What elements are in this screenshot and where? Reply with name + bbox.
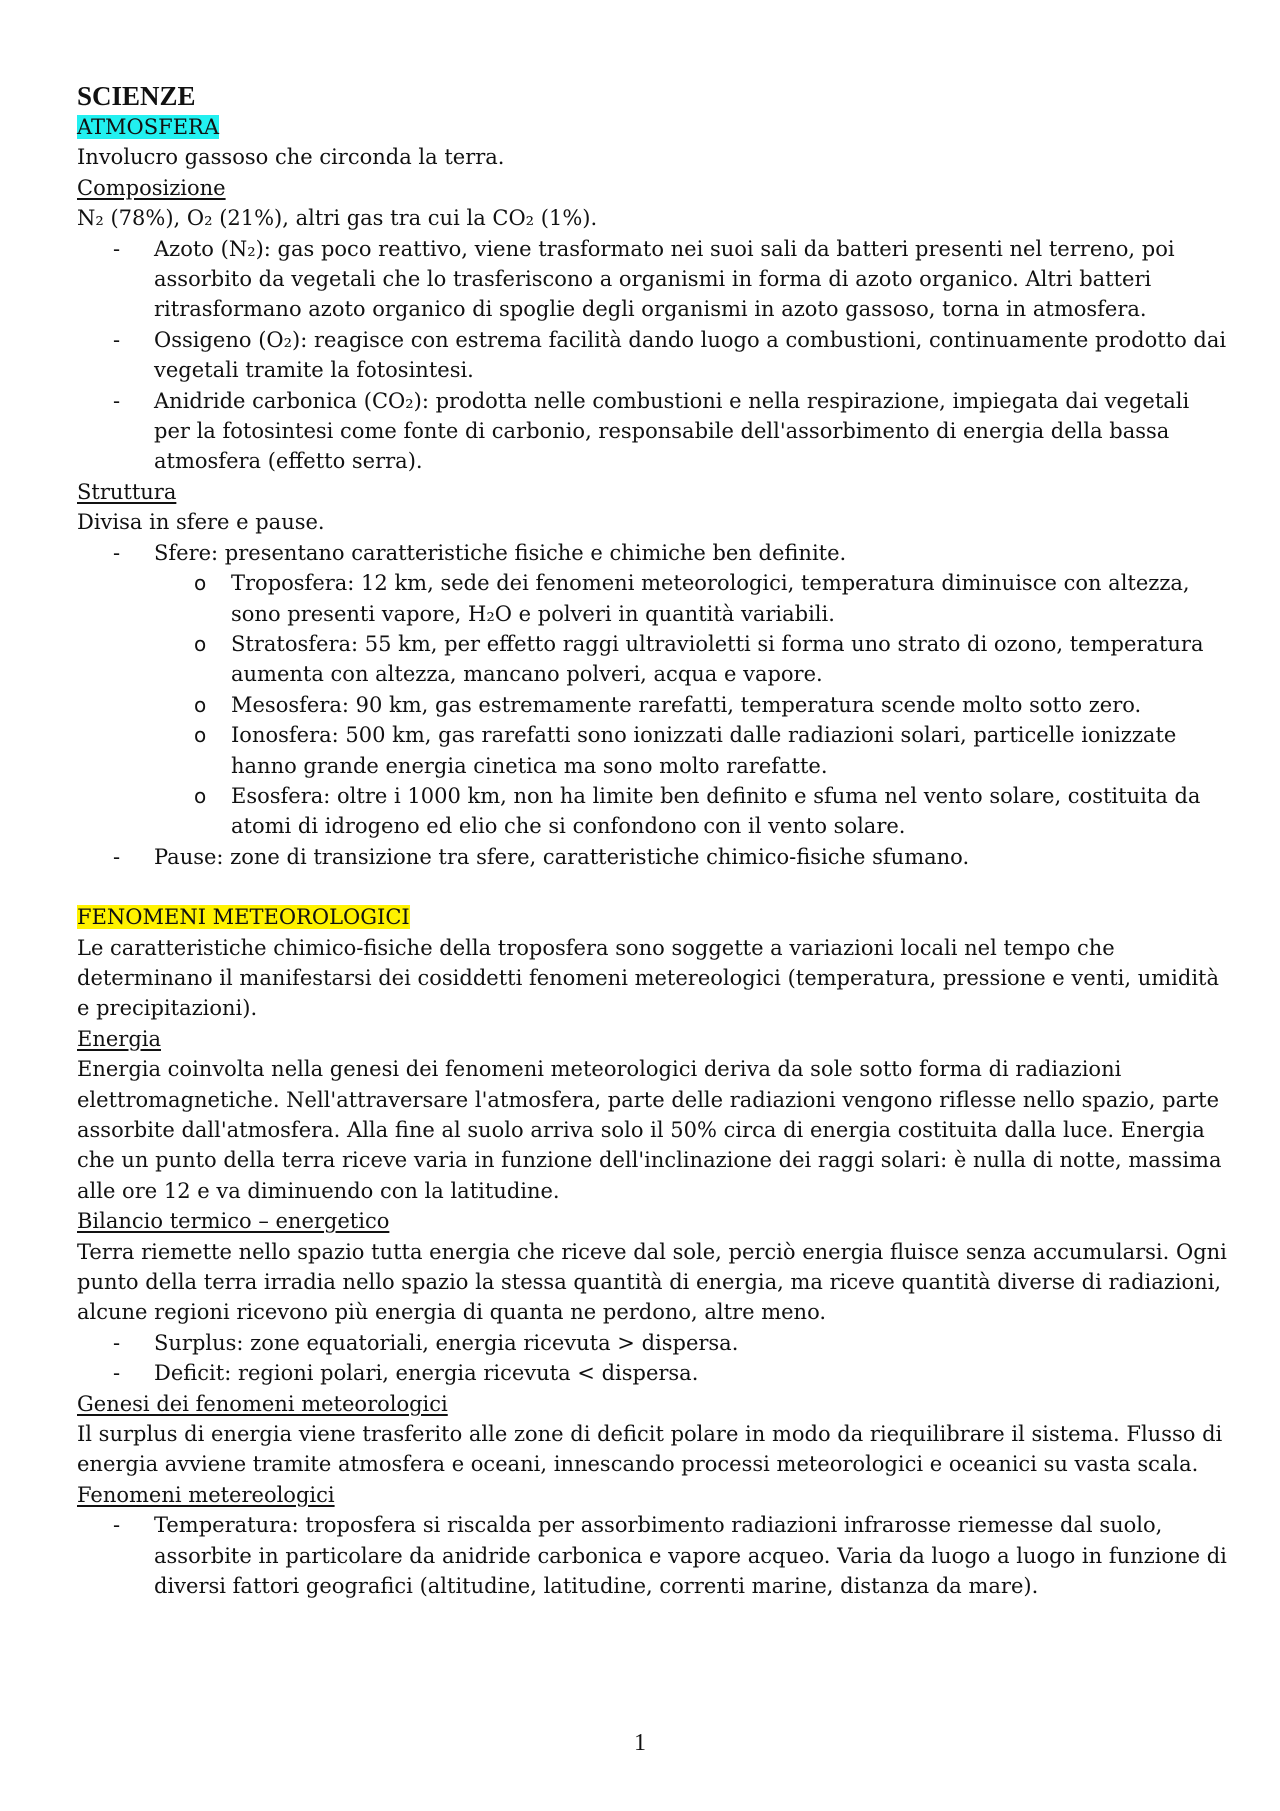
bullet-circle-icon: o: [194, 631, 207, 656]
bullet-dash-icon: -: [113, 844, 121, 869]
sub-list-item: [77, 720, 1227, 781]
sub-list-item: [77, 690, 1227, 720]
list-item-text: Anidride carbonica (CO₂): prodotta nelle combustioni e nella respirazione, impiegata dai vegetali per la fotosintesi come fonte di carbonio, responsabile dell'assorbimento di energia della bassa atmosfera (effetto serra).: [154, 388, 1190, 474]
paragraph: Il surplus di energia viene trasferito alle zone di deficit polare in modo da riequilibrare il sistema. Flusso di energia avviene tramite atmosfera e oceani, innescando processi meteorologici e oceanici su vasta scala.: [77, 1422, 1223, 1477]
list-item: [77, 325, 1227, 386]
list-item: [77, 1358, 1227, 1388]
bullet-dash-icon: -: [113, 388, 121, 413]
list-item-text: Sfere: presentano caratteristiche fisiche e chimiche ben definite.: [154, 540, 847, 565]
spacer: [77, 872, 1227, 902]
sub-list-item: [77, 629, 1227, 690]
list-item: [77, 1328, 1227, 1358]
subheading-fenomeni-metereologici: Fenomeni metereologici: [77, 1482, 335, 1507]
paragraph: Terra riemette nello spazio tutta energia che riceve dal sole, perciò energia fluisce senza accumularsi. Ogni punto della terra irradia nello spazio la stessa quantità di energia, ma riceve quantità diverse di radiazioni, alcune regioni ricevono più energia di quanta ne perdono, altre meno.: [77, 1239, 1227, 1325]
section-heading-fenomeni: FENOMENI METEOROLOGICI: [77, 905, 410, 930]
subheading-struttura: Struttura: [77, 479, 177, 504]
section-heading-atmosfera: ATMOSFERA: [77, 115, 220, 139]
sub-list-item: [77, 781, 1227, 842]
bullet-dash-icon: -: [113, 1513, 121, 1538]
page-number: 1: [634, 1730, 646, 1756]
document-body: [77, 80, 1227, 1602]
paragraph: N₂ (78%), O₂ (21%), altri gas tra cui la CO₂ (1%).: [77, 206, 598, 231]
bullet-dash-icon: -: [113, 540, 121, 565]
list-item: [77, 538, 1227, 568]
subheading-energia: Energia: [77, 1026, 161, 1051]
bullet-circle-icon: o: [194, 783, 207, 808]
bullet-dash-icon: -: [113, 236, 121, 261]
paragraph: Le caratteristiche chimico-fisiche della troposfera sono soggette a variazioni locali nel tempo che determinano il manifestarsi dei cosiddetti fenomeni metereologici (temperatura, pressione e venti, umidità e precipitazioni).: [77, 935, 1219, 1021]
list-item: [77, 842, 1227, 872]
paragraph: Energia coinvolta nella genesi dei fenomeni meteorologici deriva da sole sotto forma di radiazioni elettromagnetiche. Nell'attraversare l'atmosfera, parte delle radiazioni vengono riflesse nello spazio, parte assorbite dall'atmosfera. Alla fine al suolo arriva solo il 50% circa di energia costituita dalla luce. Energia che un punto della terra riceve varia in funzione dell'inclinazione dei raggi solari: è nulla di notte, massima alle ore 12 e va diminuendo con la latitudine.: [77, 1057, 1222, 1203]
document-title: SCIENZE: [77, 81, 196, 111]
list-item-text: Troposfera: 12 km, sede dei fenomeni meteorologici, temperatura diminuisce con altezza, sono presenti vapore, H₂O e polveri in quantità variabili.: [231, 571, 1190, 626]
list-item-text: Temperatura: troposfera si riscalda per assorbimento radiazioni infrarosse riemesse dal suolo, assorbite in particolare da anidride carbonica e vapore acqueo. Varia da luogo a luogo in funzione di diversi fattori geografici (altitudine, latitudine, correnti marine, distanza da mare).: [154, 1513, 1227, 1599]
list-item-text: Azoto (N₂): gas poco reattivo, viene trasformato nei suoi sali da batteri presenti nel terreno, poi assorbito da vegetali che lo trasferiscono a organismi in forma di azoto organico. Altri batteri ritrasformano azoto organico di spoglie degli organismi in azoto gassoso, torna in atmosfera.: [154, 236, 1175, 322]
list-item: [77, 386, 1227, 477]
list-item-text: Stratosfera: 55 km, per effetto raggi ultravioletti si forma uno strato di ozono, temperatura aumenta con altezza, mancano polveri, acqua e vapore.: [231, 631, 1204, 687]
list-item-text: Mesosfera: 90 km, gas estremamente rarefatti, temperatura scende molto sotto zero.: [231, 692, 1142, 717]
list-item-text: Esosfera: oltre i 1000 km, non ha limite ben definito e sfuma nel vento solare, costituita da atomi di idrogeno ed elio che si confondono con il vento solare.: [231, 783, 1201, 839]
list-item: [77, 1510, 1227, 1601]
paragraph: Involucro gassoso che circonda la terra.: [77, 145, 505, 170]
bullet-dash-icon: -: [113, 1330, 121, 1355]
bullet-dash-icon: -: [113, 327, 121, 352]
list-item: [77, 234, 1227, 325]
list-item-text: Ionosfera: 500 km, gas rarefatti sono ionizzati dalle radiazioni solari, particelle ionizzate hanno grande energia cinetica ma sono molto rarefatte.: [231, 723, 1177, 778]
subheading-genesi: Genesi dei fenomeni meteorologici: [77, 1391, 448, 1416]
subheading-composizione: Composizione: [77, 175, 226, 200]
list-item-text: Surplus: zone equatoriali, energia ricevuta > dispersa.: [154, 1330, 739, 1355]
list-item-text: Deficit: regioni polari, energia ricevuta < dispersa.: [154, 1361, 699, 1386]
paragraph: Divisa in sfere e pause.: [77, 510, 325, 535]
bullet-dash-icon: -: [113, 1361, 121, 1386]
subheading-bilancio: Bilancio termico – energetico: [77, 1209, 390, 1234]
bullet-circle-icon: o: [194, 571, 207, 596]
list-item-text: Pause: zone di transizione tra sfere, caratteristiche chimico-fisiche sfumano.: [154, 844, 970, 869]
bullet-circle-icon: o: [194, 723, 207, 748]
bullet-circle-icon: o: [194, 692, 207, 717]
sub-list-item: [77, 568, 1227, 629]
list-item-text: Ossigeno (O₂): reagisce con estrema facilità dando luogo a combustioni, continuamente prodotto dai vegetali tramite la fotosintesi.: [154, 327, 1227, 383]
